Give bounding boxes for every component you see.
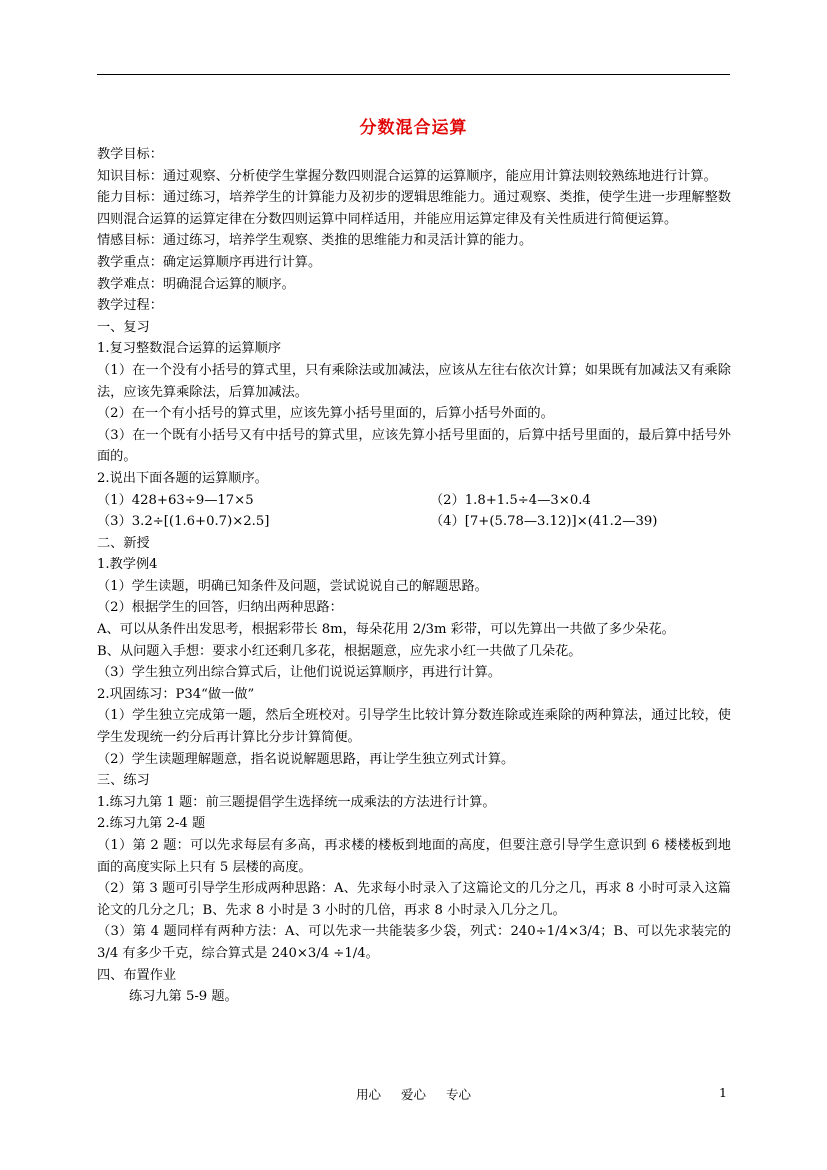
text-line: （2）在一个有小括号的算式里，应该先算小括号里面的，后算小括号外面的。: [97, 406, 554, 422]
text-paragraph: （3）第 4 题同样有两种方法：A、可以先求一共能装多少袋，列式：240÷1/4×3/4；B、可以先求装完的 3/4 有多少千克，综合算式是 240×3/4 ÷1/4。: [97, 924, 731, 961]
text-line: 教学目标：: [97, 147, 163, 162]
text-line: 教学难点：明确混合运算的顺序。: [97, 276, 295, 292]
section-heading: 一、复习: [97, 319, 150, 335]
document-body: [97, 144, 731, 1008]
section-heading: 四、布置作业: [97, 967, 177, 983]
text-paragraph: 知识目标：通过观察、分析使学生掌握分数四则混合运算的运算顺序，能应用计算法则较熟练地进行计算。: [97, 168, 717, 184]
text-line: （1）学生读题，明确已知条件及问题，尝试说说自己的解题思路。: [97, 578, 488, 594]
problem-item: （3）3.2÷[(1.6+0.7)×2.5]: [97, 514, 270, 530]
text-line: 1.复习整数混合运算的运算顺序: [97, 341, 282, 357]
text-paragraph: （1）第 2 题：可以先求每层有多高，再求楼的楼板到地面的高度，但要注意引导学生意识到 6 楼楼板到地面的高度实际上只有 5 层楼的高度。: [97, 838, 731, 875]
text-line: B、从问题入手想：要求小红还剩几多花，根据题意，应先求小红一共做了几朵花。: [97, 643, 582, 659]
text-line: 情感目标：通过练习，培养学生观察、类推的思维能力和灵活计算的能力。: [97, 233, 533, 249]
problem-item: （4）[7+(5.78—3.12)]×(41.2—39): [430, 514, 658, 530]
text-paragraph: 能力目标：通过练习，培养学生的计算能力及初步的逻辑思维能力。通过观察、类推，使学生进一步理解整数四则混合运算的运算定律在分数四则运算中同样适用，并能应用运算定律及有关性质进行简便运算。: [97, 190, 731, 227]
problem-item: （2）1.8+1.5÷4—3×0.4: [430, 492, 591, 508]
page-number: 1: [719, 1085, 727, 1100]
problem-row: [97, 511, 731, 533]
text-paragraph: （1）在一个没有小括号的算式里，只有乘除法或加减法，应该从左往右依次计算；如果既有加减法又有乘除法，应该先算乘除法，后算加减法。: [97, 362, 731, 400]
text-paragraph: （3）在一个既有小括号又有中括号的算式里，应该先算小括号里面的，后算中括号里面的，最后算中括号外面的。: [97, 427, 731, 465]
text-line: （2）学生读题理解题意，指名说说解题思路，再让学生独立列式计算。: [97, 751, 515, 767]
text-line: （2）根据学生的回答，归纳出两种思路：: [97, 600, 343, 616]
text-paragraph: （1）学生独立完成第一题，然后全班校对。引导学生比较计算分数连除或连乘除的两种算法，通过比较，使学生发现统一约分后再计算比分步计算简便。: [97, 708, 731, 746]
text-line: 2.巩固练习：P34“做一做”: [97, 686, 255, 702]
text-paragraph: （2）第 3 题可引导学生形成两种思路：A、先求每小时录入了这篇论文的几分之几，再求 8 小时可录入这篇论文的几分之几；B、先求 8 小时是 3 小时的几倍，再求 8 小时录入几分之几。: [97, 881, 731, 918]
homework-line: 练习九第 5-9 题。: [129, 989, 238, 1005]
text-line: A、可以从条件出发思考，根据彩带长 8m，每朵花用 2/3m 彩带，可以先算出一共做了多少朵花。: [97, 622, 675, 638]
section-heading: 二、新授: [97, 535, 150, 551]
header-rule: [97, 74, 730, 75]
footer-motto: 用心 爱心 专心: [356, 1087, 471, 1102]
section-heading: 三、练习: [97, 773, 150, 789]
text-line: 2.练习九第 2-4 题: [97, 816, 206, 832]
text-line: 2.说出下面各题的运算顺序。: [97, 470, 268, 486]
text-line: 教学重点：确定运算顺序再进行计算。: [97, 254, 322, 270]
text-line: 教学过程：: [97, 298, 163, 314]
text-line: 1.练习九第 1 题：前三题提倡学生选择统一成乘法的方法进行计算。: [97, 794, 496, 810]
text-line: （3）学生独立列出综合算式后，让他们说说运算顺序，再进行计算。: [97, 665, 502, 681]
problem-item: （1）428+63÷9—17×5: [97, 492, 254, 508]
text-line: 1.教学例4: [97, 557, 158, 573]
problem-row: [97, 490, 731, 512]
document-title: 分数混合运算: [359, 118, 468, 138]
